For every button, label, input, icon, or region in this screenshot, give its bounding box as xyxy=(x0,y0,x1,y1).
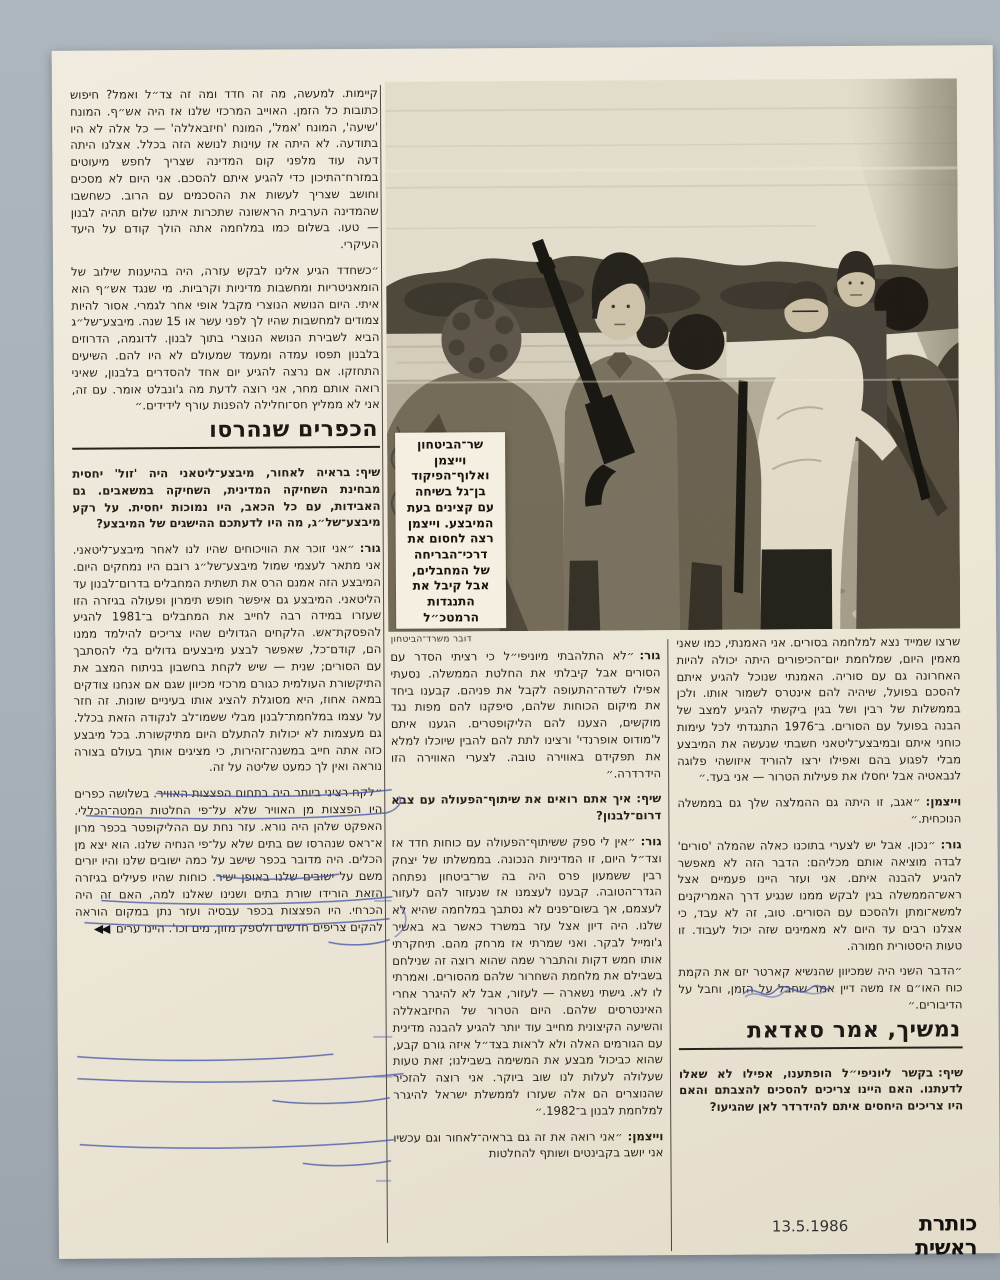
article-photo xyxy=(385,78,960,631)
article-paragraph: ״לקח רציני ביותר היה בתחום הפצצות האוויר. בשלושה כפרים היו הפצצות מן האוויר שלא על־פי החלטות המטה־הכללי. האפקט שלהן היה נורא. עזר נחת עם ההליקופטר בכפר מרון א־ראס שנהרסו שם בתים שלא על־פי הנחיה שלנו. הוא יצא מן הכלים. היה מדובר בכפר שישב על כמה ישובים שלנו והיו יורים משם על ישובים שלנו באופן ישיר. כוחות שהיו פעילים בגיזרה הזאת הורידו שורת בתים ושנינו שאלנו למה, האם זה היה הכרחי. היו הפצצות בכפר עבסיה ועזר נתן במקום הוראה להקים צריפים חדשים ולספק מזון, מים וכו'. היינו ערים ◀◀ xyxy=(74,785,384,936)
article-paragraph: ״הדבר השני היה שמכיוון שהנשיא קארטר יזם את הקמת כוח האו״ם אז משה דיין אמר שחבל על הזמן, וחבל על הדיבורים.״ xyxy=(678,963,963,1012)
section-headline: נמשיך, אמר סאדאת xyxy=(679,1022,963,1050)
article-paragraph: קיימות. למעשה, מה זה חדד ומה זה צד״ל ואמל? חיפוש כתובות כל הזמן. האוייב המרכזי שלנו אז היה אש״ף. המונח 'שיעה', המונח 'אמל', המונח 'חיזבאללה' — כל אלה לא היו בתודעה. לא היתה אז עוינות לנושא הזה בכלל. אצלנו היתה דעה עוד מלפני קום המדינה שצריך לחפש מיעוטים במזרח־התיכון כדי להגיע איתם להסכם. אני היום לא מסכים וחושב שצריך לעשות את ההסכמים עם הרוב. כשחשבו שהמדינה הערבית הראשונה שתכרות איתנו שלום תהיה לבנון — טעו. בשלום כמו במלחמה אתה הולך קודם על היעד העיקרי. xyxy=(69,85,379,252)
column-divider xyxy=(667,639,672,1251)
section-headline: הכפרים שנהרסו xyxy=(72,422,380,450)
article-column-middle xyxy=(390,647,664,1249)
article-paragraph: שרצו שמייד נצא למלחמה בסורים. אני האמנתי, כמו שאני מאמין היום, שמלחמת יום־הכיפורים היתה יכולה להיות האחרונה גם עם סוריה. האמנתי שנוכל להגיע איתם להסכם בפועל, שיהיה להם אינטרס לשמור אותו. ולכן בממשלות של רבין ושל בגין ביקשתי להגיע למצב של הבנה בפועל עם הסורים. ב־1976 התנגדתי לכל עימות כוחני איתם ובמיבצע־ליטאני חשבתי שנעשה את המיבצע מבלי לפגוע בהם ואפילו ירצו להוריד איזושהי פלוגה לנבאטיה אבל יחסלו את פעילות הטרור — אני בעד.״ xyxy=(676,634,962,785)
interview-answer: גור:״לא התלהבתי מיוניפי״ל כי רציתי הסדר עם הסורים אבל קיבלתי את החלטת הממשלה. נסעתי אפילו לשדה־התעופה לקבל את פניהם. קבענו ביחד את מיקום הכוחות שלהם, סיפקנו להם מפות נגד מוקשים, הצענו להם הליקופטרים. הגענו איתם ל'מודוס אופרנדי' ורצינו לתת להם להבין שיוכלו למלא את תפקידם באווירה טובה. לצערי האווירה הזו הידרדרה.״ xyxy=(390,648,662,781)
interview-answer: גור:״אין לי ספק ששיתוף־הפעולה עם כוחות חדד אז וצד״ל היום, זו המדיניות הנכונה. בממשלתו של יצחק רבין ששמעון פרס היה בה שר־ביטחון נפתחה הגדר־הטובה. קבענו לעצמנו אז שנעזור להם לעזור לעצמם, אך בשום־פנים לא נסתבך במלחמה שהיא לא שלנו. היה דיון אצל עזר במשרד כאשר בא באשיר ג'ומייל לבקר. ואני שמרתי אז מרחק מהם. תיחקרתי אותו חמש דקות והתברר שמה שהוא רוצה זה שנילחם בשבילם את מלחמת השחרור שלהם מהסורים. ואמרתי לו לא. גישתי נשארה — לעזור, אבל לא להיגרר אחרי האינטרסים שלהם. היום הטרור של החיזבאללה והשיעה הקיצונית מחייב עוד יותר להגיע להבנה מדינית עם הגורמים האלה ולא לראות בצד״ל איזה גורם קבע, שהוא כביכול מבצע את המשימה בשבילנו; זאת טעות שעלולה לעלות לנו שוב ביוקר. אני רוצה להזכיר שהנוצרים הם אלה שעזרו לממשלת ישראל להיגרר למלחמת לבנון ב־1982.״ xyxy=(391,834,664,1118)
interview-question: שיף:בראיה לאחור, מיבצע־ליטאני היה 'זול' יחסית מבחינת השחיקה המדינית, השחיקה במשאבים. גם האבידות, עם כל הכאב, היו נמוכות יחסית. על רקע מיבצע־של״ג, מה היו לדעתכם ההישגים של המיבצע? xyxy=(72,464,381,531)
interview-question: שיף:בקשר ליוניפי״ל הופתענו, אפילו לא שאלו לדעתנו. האם היינו צריכים להסכים להצבתם והאם היו צריכים היחסים איתם להידרדר לאן שהגיעו? xyxy=(678,1064,964,1115)
magazine-logo: כותרת ראשית xyxy=(915,1211,978,1260)
interview-answer: גור:״אני זוכר את הוויכוחים שהיו לנו לאחר מיבצע־ליטאני. אני מתאר לעצמי שמול מיבצע־של״ג רובם היו נמחקים היום. המיבצע הזה אמנם הרס את תשתית המחבלים בדרום־לבנון עד הליטאני. המיבצע גם איפשר חופש תימרון ופעולה בגיזרה הזו שעזרו במידה רבה לחייב את המחבלים ב־1981 להגיע להפסקת־אש. הלקחים הגדולים שהיו צריכים להילמד ממנו הם, קודם־כל, שאפשר לבצע מיבצעים גדולים בלי להסתבך עם הסורים; שנית — שיש לקחת בחשבון בניתוח המצב את התיקשורת העולמית כגורם מרכזי מכיוון שגם אם אנחנו צודקים במאה אחוז, היא מסוגלת להציג אותו בעיניים שונות. זה חזר על עצמו במלחמת־לבנון מבלי ששמו־לב לנקודה הזאת בכלל. גם מעצמות לא יכולות להתעלם היום מתיקשורת. בכל מיבצע כזה אתה חייב במשנה־זהירות, כי מציגים אותך בעולם בצורה נוראה ואין לך כמעט שליטה על זה. xyxy=(72,541,383,775)
interview-answer: וייצמן:״אני רואה את זה גם בראיה־לאחור וגם עכשיו אני יושב בקבינטים ושותף להחלטות xyxy=(393,1128,664,1161)
interview-question: שיף:איך אתם רואים את שיתוף־הפעולה עם צבא דרום־לבנון? xyxy=(391,791,662,823)
magazine-page xyxy=(52,45,1000,1259)
article-paragraph: ״כשחדד הגיע אלינו לבקש עזרה, היה בהיענות שילוב של הומאניטריות ומחשבות מדיניות וקרביות. מי שנגד אש״ף הוא איתי. היום הנושא הנוצרי מקבל אופי אחר לגמרי. אסור להיות צמודים למחשבות שהיו לך לפני עשר או 15 שנה. מיבצע־של״ג הביא לשבירת הנושא הנוצרי בתוך לבנון. לדוגמה, הדרוזים בלבנון תפסו עמדה ומעמד שמעולם לא היו להם. השיעים התחזקו. אם נרצה להגיע יום אחד להסדרים בלבנון, שאיני רואה אותם מחר, אני רוצה לדעת מה ג'ונבלט אומר. עם זה, אני לא ממליץ חס־וחלילה להפנות עורף לידידים.״ xyxy=(70,262,380,413)
footer xyxy=(772,1211,977,1260)
issue-date: 13.5.1986 xyxy=(771,1217,849,1236)
article-column-left xyxy=(676,633,964,1247)
article-column-right xyxy=(70,85,385,1227)
photo-credit: דובר משרד־הביטחון xyxy=(390,634,472,645)
photo-caption: שר־הביטחון וייצמן ואלוף־הפיקוד בן־גל בשיחה עם קצינים בעת המיבצע. וייצמן רצה לחסום את דרכי־הבריחה של המחבלים, אבל קיבל את התנגדות הרמטכ״ל xyxy=(395,432,506,629)
continuation-arrows-icon: ◀◀ xyxy=(93,921,109,936)
interview-answer: וייצמן:״אגב, זו היתה גם ההמלצה שלך גם בממשלה הנוכחית.״ xyxy=(677,794,962,826)
interview-answer: גור:״נכון. אבל יש לצערי בתוכנו כאלה שהמלה 'סורים' לבדה מוציאה אותם מכליהם: הדבר הזה לא מאפשר להגיע להבנה איתם. אני ועזר היינו פעמיים אצל ראש־הממשלה בגין לבקש ממנו שנגיע דרך האמריקנים למשא־ומתן ולהסכם עם הסורים. טוב, זה לא עבד, כי אצלנו רבים עד היום לא מאמינים שזה יכול לעבוד. זו טעות היסטורית חמורה. xyxy=(677,837,963,953)
